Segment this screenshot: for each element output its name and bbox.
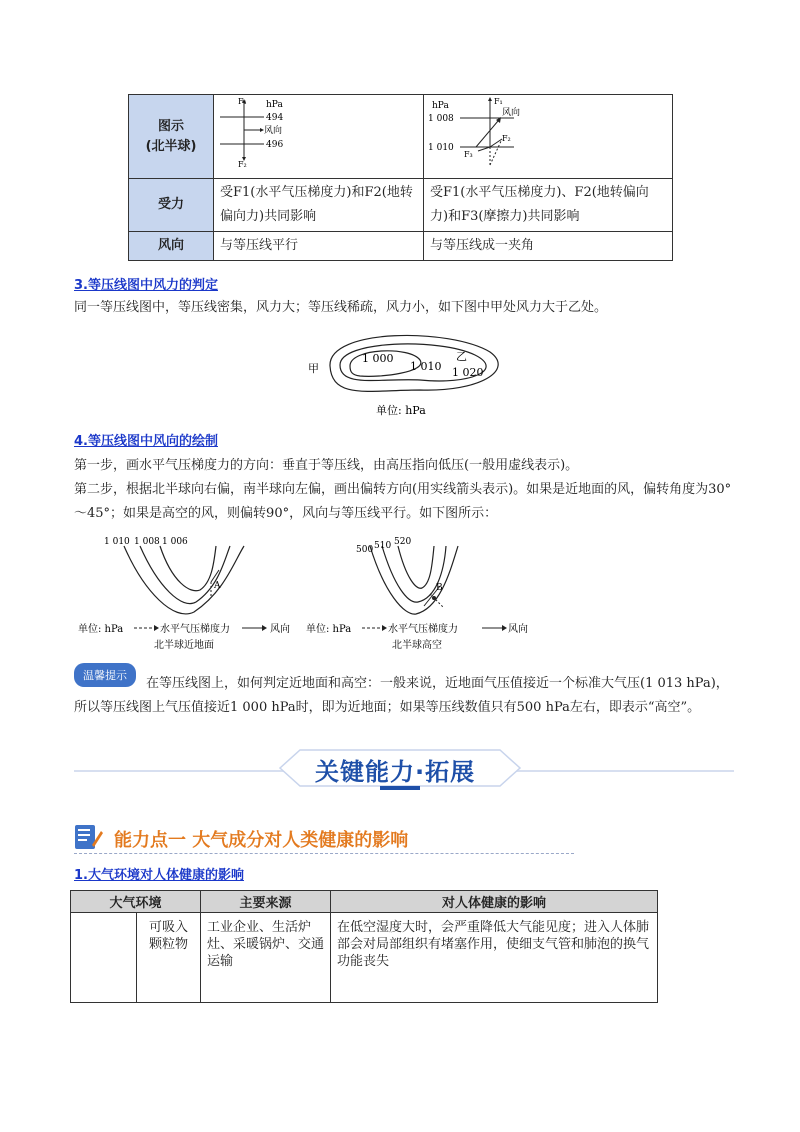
high-altitude-force-diagram xyxy=(214,95,422,169)
force-near-surface: 受F1(水平气压梯度力)、F2(地转偏向力)和F3(摩擦力)共同影响 xyxy=(424,179,673,232)
caption-right: 北半球高空 xyxy=(392,640,442,651)
tip-badge: 温馨提示 xyxy=(74,663,136,687)
f1-label: F₁ xyxy=(494,97,503,106)
header-impact: 对人体健康的影响 xyxy=(331,891,658,913)
f2-label: F₂ xyxy=(502,134,511,143)
f3-label: F₃ xyxy=(464,150,473,159)
force-left: 水平气压梯度力 xyxy=(160,624,230,635)
ability-subheading: 1.大气环境对人体健康的影响 xyxy=(74,868,244,883)
label-1020: 1 020 xyxy=(452,366,484,379)
environment-category xyxy=(71,913,137,1003)
point-b: B xyxy=(436,583,443,593)
label-1010: 1 010 xyxy=(104,537,130,547)
label-520: 520 xyxy=(394,537,412,547)
unit-label: hPa xyxy=(432,101,449,111)
label-jia: 甲 xyxy=(308,362,319,375)
isobar-496: 496 xyxy=(266,140,284,150)
header-diagram: 图示 (北半球) xyxy=(129,95,214,179)
health-impact: 在低空湿度大时，会严重降低大气能见度；进入人体肺部会对局部组织有堵塞作用，使细支气管和肺泡的换气功能丧失 xyxy=(331,913,658,1003)
section3-text: 同一等压线图中，等压线密集，风力大；等压线稀疏，风力小，如下图中甲处风力大于乙处。 xyxy=(74,300,608,315)
isobar-1008: 1 008 xyxy=(428,114,454,124)
notebook-icon xyxy=(72,821,104,853)
health-impact-table xyxy=(70,890,658,1003)
label-1000: 1 000 xyxy=(362,352,394,365)
diagram-high-altitude xyxy=(214,95,424,179)
f2-label: F₂ xyxy=(238,160,247,169)
label-yi: 乙 xyxy=(456,350,467,363)
force-comparison-table xyxy=(128,94,673,261)
caption-left: 北半球近地面 xyxy=(154,640,214,651)
near-surface-force-diagram xyxy=(424,95,672,169)
wind-right: 风向 xyxy=(508,624,528,635)
label-1010: 1 010 xyxy=(410,360,442,373)
section4-heading: 4.等压线图中风向的绘制 xyxy=(74,434,218,449)
unit-left: 单位: hPa xyxy=(78,624,124,635)
force-right: 水平气压梯度力 xyxy=(388,624,458,635)
ability-title: 能力点一 大气成分对人类健康的影响 xyxy=(114,830,409,851)
header-source: 主要来源 xyxy=(201,891,331,913)
diagram-near-surface xyxy=(424,95,673,179)
banner-title: 关键能力·拓展 xyxy=(315,758,476,786)
wind-left: 风向 xyxy=(270,624,290,635)
wind-strength-isobar-figure xyxy=(300,330,520,420)
section3-heading: 3.等压线图中风力的判定 xyxy=(74,278,218,293)
ability-underline xyxy=(74,853,574,854)
unit-label: hPa xyxy=(266,100,283,110)
environment-item: 可吸入颗粒物 xyxy=(137,913,201,1003)
header-environment: 大气环境 xyxy=(71,891,201,913)
isobar-494: 494 xyxy=(266,113,284,123)
main-source: 工业企业、生活炉灶、采暖锅炉、交通运输 xyxy=(201,913,331,1003)
unit-label: 单位: hPa xyxy=(376,404,426,417)
isobar-1010: 1 010 xyxy=(428,143,454,153)
wind-direction-figures xyxy=(74,532,544,652)
wind-high-altitude: 与等压线平行 xyxy=(214,232,424,261)
section4-step1: 第一步，画水平气压梯度力的方向：垂直于等压线，由高压指向低压(一般用虚线表示)。 xyxy=(74,458,579,473)
unit-right: 单位: hPa xyxy=(306,624,352,635)
label-500: 500 xyxy=(356,545,374,555)
wind-label: 风向 xyxy=(502,108,521,118)
wind-label: 风向 xyxy=(264,126,283,136)
label-510: 510 xyxy=(374,541,392,551)
force-high-altitude: 受F1(水平气压梯度力)和F2(地转偏向力)共同影响 xyxy=(214,179,424,232)
label-1008: 1 008 xyxy=(134,537,160,547)
point-a: A xyxy=(214,581,221,591)
label-1006: 1 006 xyxy=(162,537,188,547)
wind-near-surface: 与等压线成一夹角 xyxy=(424,232,673,261)
section4-step2: 第二步，根据北半球向右偏，南半球向左偏，画出偏转方向(用实线箭头表示)。如果是近地面的风，偏转角度为30°～45°；如果是高空的风，则偏转90°，风向与等压线平行。如下图所示： xyxy=(74,482,732,521)
f1-label: F₁ xyxy=(238,97,247,106)
tip-text: 在等压线图上，如何判定近地面和高空：一般来说，近地面气压值接近一个标准大气压(1 013 hPa)，所以等压线图上气压值接近1 000 hPa时，即为近地面；如果等压线数值只有500 hPa左右，即表示“高空”。 xyxy=(74,676,729,715)
header-wind-direction: 风向 xyxy=(129,232,214,261)
header-force: 受力 xyxy=(129,179,214,232)
